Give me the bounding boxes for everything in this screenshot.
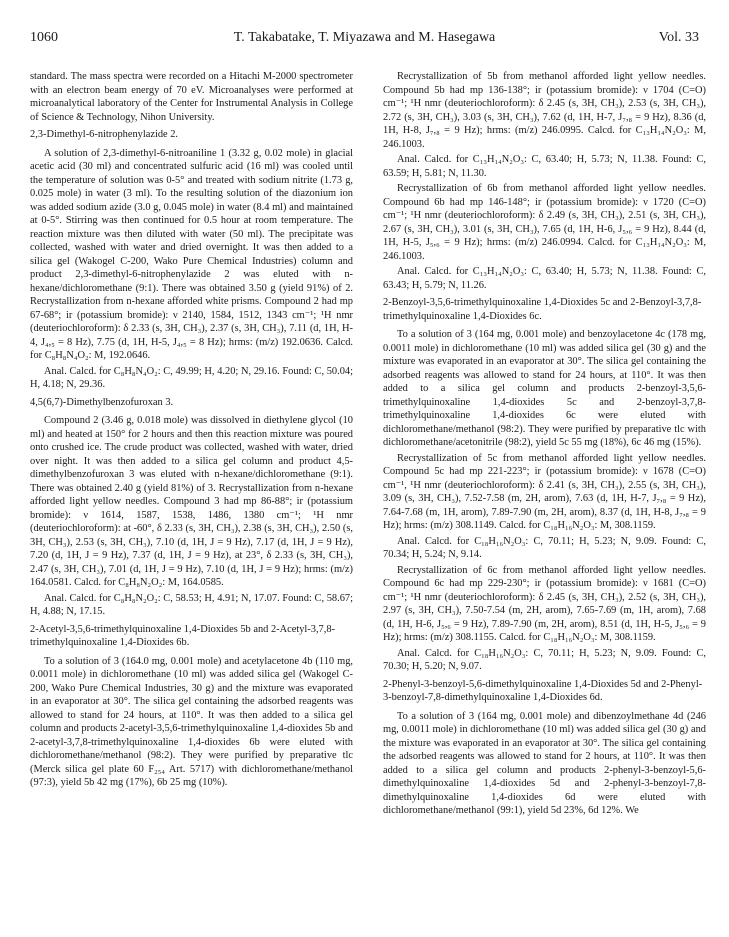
page-number: 1060 (30, 30, 58, 45)
paragraph: Anal. Calcd. for C₁₈H₁₆N₂O₃: C, 70.11; H, 5.23; N, 9.09. Found: C, 70.30; H, 5.20; N, 9.07. (383, 647, 706, 672)
paragraph: Anal. Calcd. for C₁₃H₁₄N₂O₃: C, 63.40; H, 5.73; N, 11.38. Found: C, 63.43; H, 5.79; N, 11.26. (383, 266, 706, 291)
paragraph: Anal. Calcd. for C₈H₈N₂O₂: C, 58.53; H, 4.91; N, 17.07. Found: C, 58.67; H, 4.88; N, 17.15. (30, 592, 353, 617)
paragraph: To a solution of 3 (164 mg, 0.001 mole) and benzoylacetone 4c (178 mg, 0.0011 mole) in dichloromethane (10 ml) was added silica gel (30 g) and the mixture was evaporated in an evaporator at 30°. The silica gel containing the adsorbed reagents was allowed to stand for 24 hours, at 110°. It was then added to a silica gel column and products 2-benzoyl-3,5,6-trimethylquinoxaline 1,4-dioxides 5c and 2-benzoyl-3,7,8-trimethylquinoxaline 1,4-dioxides 6c were eluted with dichloromethane/methanol (98:2). They were purified by preparative tlc with dichloromethane/acetonitrile (98:2), yield 5c 55 mg (18%), 6c 46 mg (15%). (383, 329, 706, 448)
running-header (30, 30, 699, 50)
section-heading: 2-Acetyl-3,5,6-trimethylquinoxaline 1,4-Dioxides 5b and 2-Acetyl-3,7,8-trimethylquinoxaline 1,4-Dioxides 6b. (30, 623, 336, 648)
paragraph: To a solution of 3 (164 mg, 0.001 mole) and dibenzoylmethane 4d (246 mg, 0.0011 mole) in dichloromethane (10 ml) was added silica gel (30 g) and the mixture was evaporated in an evaporator at 30°. The silica gel containing the adsorbed reagents was allowed to stand for 2 hours, at 110°. It was then added to a silica gel column and products 2-phenyl-3-benzoyl-5,6-dimethylquinoxaline 1,4-dioxides 5d and 2-phenyl-3-benzoyl-7,8-dimethylquinoxaline 1,4-dioxides 6d were eluted with dichloromethane/methanol (99:1), yield 5d 23%, 6d 12%. We (383, 710, 706, 816)
paragraph: Recrystallization of 6c from methanol afforded light yellow needles. Compound 6c had mp 229-230°; ir (potassium bromide): ν 1681 (C=O) cm⁻¹; ¹H nmr (deuteriochloroform): δ 2.45 (s, 3H, CH₃), 2.52 (s, 3H, CH₃), 2.97 (s, 3H, CH₃), 7.50-7.54 (m, 2H, arom), 7.65-7.69 (m, 1H, arom), 7.68 (d, 1H, H-6, J₅,₆ = 9 Hz), 7.89-7.90 (m, 2H, arom), 8.51 (d, 1H, H-5, J₅,₆ = 9 Hz); hrms: (m/z) 308.1155. Calcd. for C₁₈H₁₆N₂O₃: M, 308.1159. (383, 564, 706, 643)
section-heading: 4,5(6,7)-Dimethylbenzofuroxan 3. (30, 396, 174, 408)
paragraph: Anal. Calcd. for C₁₈H₁₆N₂O₃: C, 70.11; H, 5.23; N, 9.09. Found: C, 70.34; H, 5.24; N, 9.14. (383, 535, 706, 560)
paragraph: Anal. Calcd. for C₈H₈N₄O₂: C, 49.99; H, 4.20; N, 29.16. Found: C, 50.04; H, 4.18; N, 29.36. (30, 365, 353, 390)
paragraph: Recrystallization of 5c from methanol afforded light yellow needles. Compound 5c had mp 221-223°; ir (potassium bromide): ν 1678 (C=O) cm⁻¹, ¹H nmr (deuteriochloroform): δ 2.41 (s, 3H, CH₃), 2.55 (s, 3H, CH₃), 3.09 (s, 3H, CH₃), 7.52-7.58 (m, 2H, arom), 7.63 (d, 1H, H-7, J₇,₈ = 9 Hz), 7.64-7.68 (m, 1H, arom), 7.89-7.90 (m, 2H, arom), 8.37 (d, 1H, H-8, J₇,₈ = 9 Hz); hrms: (m/z) 308.1149. Calcd. for C₁₈H₁₆N₂O₃: M, 308.1159. (383, 452, 706, 531)
paragraph: To a solution of 3 (164.0 mg, 0.001 mole) and acetylacetone 4b (110 mg, 0.0011 mole) in dichloromethane (10 ml) was added silica gel (Wakogel C-200, Wako Pure Chemical Industries, 30 g) and the mixture was evaporated in an evaporator at 30°. The silica gel containing the adsorbed reagents was allowed to stand for 24 hours, at 110°. It was then added to a silica gel column and products 2-acetyl-3,5,6-trimethylquinoxaline 1,4-dioxides 5b and 2-acetyl-3,7,8-trimethylquinoxaline 1,4-dioxides 6b were eluted with dichloromethane/methanol (98:2). They were purified by preparative tlc (Merck silica gel plate 60 F₂₅₄ Art. 5717) with dichloromethane/methanol (97:3), yield 5b 42 mg (17%), 6b 25 mg (10%). (30, 655, 353, 788)
paragraph: standard. The mass spectra were recorded on a Hitachi M-2000 spectrometer with an electron beam energy of 70 eV. Microanalyses were performed at microanalytical laboratory of the Center for Instrumental Analysis in College of Science & Technology, Nihon University. (30, 71, 353, 123)
right-column (383, 70, 706, 820)
section-heading: 2-Benzoyl-3,5,6-trimethylquinoxaline 1,4-Dioxides 5c and 2-Benzoyl-3,7,8-trimethylquinoxaline 1,4-Dioxides 6c. (383, 297, 702, 322)
paragraph: Anal. Calcd. for C₁₃H₁₄N₂O₃: C, 63.40; H, 5.73; N, 11.38. Found: C, 63.59; H, 5.81; N, 11.30. (383, 154, 706, 179)
left-column (30, 70, 353, 792)
volume-label: Vol. 33 (658, 30, 699, 45)
section-heading: 2,3-Dimethyl-6-nitrophenylazide 2. (30, 129, 179, 140)
paragraph: Compound 2 (3.46 g, 0.018 mole) was dissolved in diethylene glycol (10 ml) and heated at 150° for 2 hours and then this reaction mixture was poured onto crushed ice. The crude product was collected, washed with water, dried over night. It was then added to a silica gel column and product 4,5-dimethylbenzofuroxan 3 was eluted with n-hexane/dichloromethane (9:1). There was obtained 2.40 g (yield 81%) of 3. Recrystallization from n-hexane afforded light yellow needles. Compound 3 had mp 86-88°; ir (potassium bromide): ν 1614, 1587, 1538, 1486, 1380 cm⁻¹; ¹H nmr (deuteriochloroform): at -60°, δ 2.33 (s, 3H, CH₃), 2.38 (s, 3H, CH₃), 2.50 (s, 3H, CH₃), 2.53 (s, 3H, CH₃), 7.10 (d, 1H, J = 9 Hz), 7.17 (d, 1H, J = 9 Hz), 7.20 (d, 1H, J = 9 Hz), 7.37 (d, 1H, J = 9 Hz), at 23°, δ 2.33 (s, 3H, CH₃), 2.47 (s, 3H, CH₃), 7.01 (d, 1H, J = 9 Hz), 7.10 (d, 1H, J = 9 Hz); hrms: (m/z) 164.0581. Calcd. for C₈H₈N₂O₂: M, 164.0585. (30, 415, 353, 588)
section-heading: 2-Phenyl-3-benzoyl-5,6-dimethylquinoxaline 1,4-Dioxides 5d and 2-Phenyl-3-benzoyl-7,8-dimethylquinoxaline 1,4-Dioxides 6d. (383, 678, 703, 703)
paragraph: A solution of 2,3-dimethyl-6-nitroaniline 1 (3.32 g, 0.02 mole) in glacial acetic acid (30 ml) and concentrated sulfuric acid (16 ml) was cooled until the temperature of solution was 0-5° and treated with sodium nitrite (1.73 g, 0.025 mole) in water (3 ml). To the resulting solution of the diazonium ion was added sodium azide (3.0 g, 0.045 mole) in water (8.4 ml) and maintained at 0-5°. Stirring was then continued for 0.5 hour at room temperature. The reaction mixture was then diluted with water (50 ml). The precipitate was collected, washed with water and dried overnight. It was then added to a silica gel (Wakogel C-200, Wako Pure Chemical Industries) column and product 2,3-dimethyl-6-nitrophenylazide 2 was eluted with n-hexane/dichloromethane (9:1). There was obtained 3.50 g (yield 91%) of 2. Recrystallization from n-hexane afforded white prisms. Compound 2 had mp 67-68°; ir (potassium bromide): ν 2140, 1584, 1512, 1343 cm⁻¹; ¹H nmr (deuteriochloroform): δ 2.33 (s, 3H, CH₃), 2.37 (s, 3H, CH₃), 7.11 (d, 1H, H-4, J₄,₅ = 8 Hz), 7.75 (d, 1H, H-5, J₄,₅ = 8 Hz); hrms: (m/z) 192.0636. Calcd. for C₈H₈N₄O₂: M, 192.0646. (30, 147, 353, 361)
paragraph: Recrystallization of 6b from methanol afforded light yellow needles. Compound 6b had mp 146-148°; ir (potassium bromide): ν 1720 (C=O) cm⁻¹; ¹H nmr (deuteriochloroform): δ 2.49 (s, 3H, CH₃), 2.51 (s, 3H, CH₃), 2.67 (s, 3H, CH₃), 3.01 (s, 3H, CH₃), 7.65 (d, 1H, H-6, J₅,₆ = 9 Hz), 8.44 (d, 1H, H-5, J₅,₆ = 9 Hz); hrms: (m/z) 246.0994. Calcd. for C₁₃H₁₄N₂O₃: M, 246.1003. (383, 183, 706, 262)
running-authors: T. Takabatake, T. Miyazawa and M. Hasegawa (233, 30, 496, 45)
paragraph: Recrystallization of 5b from methanol afforded light yellow needles. Compound 5b had mp 136-138°; ir (potassium bromide): ν 1704 (C=O) cm⁻¹; ¹H nmr (deuteriochloroform): δ 2.45 (s, 3H, CH₃), 2.53 (s, 3H, CH₃), 2.72 (s, 3H, CH₃), 3.03 (s, 3H, CH₃), 7.62 (d, 1H, H-7, J₇,₈ = 9 Hz), 8.36 (d, 1H, H-8, J₇,₈ = 9 Hz); hrms: (m/z) 246.0995. Calcd. for C₁₃H₁₄N₂O₃: M, 246.1003. (383, 71, 706, 150)
